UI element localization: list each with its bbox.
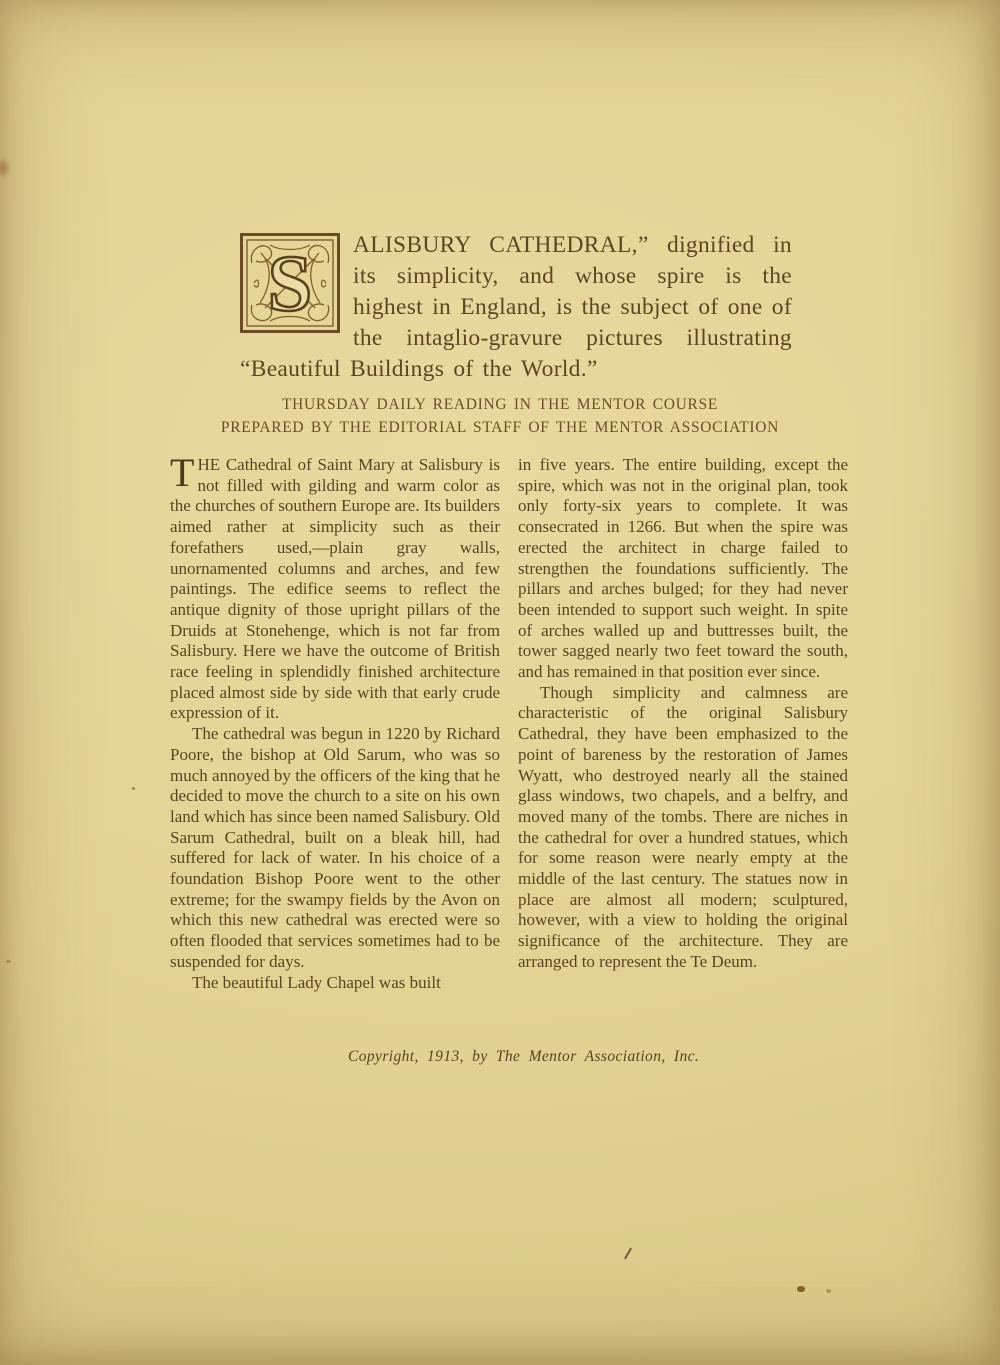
lede-text: ALISBURY CATHEDRAL,” dignified in its simplicity, and whose spire is the highest in England, is the subject of one of the intaglio-gravure pictures illustrating “Beautiful Buildings of the World.” (240, 232, 792, 382)
heading-line-2: PREPARED BY THE EDITORIAL STAFF OF THE MENTOR ASSOCIATION (220, 418, 780, 436)
paragraph: in five years. The entire building, except the spire, which was not in the original plan, took only forty-six years to complete. It was consecrated in 1266. But when the spire was erected the architect in charge failed to strengthen the foundations sufficiently. The pillars and arches bulged; for they had never been intended to support such weight. In spite of arches walled up and buttresses built, the tower sagged nearly two feet toward the south, and has remained in that position ever since. (518, 455, 848, 682)
course-heading (140, 394, 860, 439)
left-column (170, 450, 500, 993)
right-column (518, 455, 848, 993)
scan-speck (826, 1289, 831, 1293)
lede-paragraph (240, 230, 792, 385)
scan-speck (132, 787, 135, 790)
decorative-initial-s-icon (240, 233, 340, 333)
scan-speck (6, 960, 11, 963)
paragraph: The beautiful Lady Chapel was built (192, 972, 441, 992)
scan-speck (797, 1286, 805, 1292)
paragraph: Though simplicity and calmness are characteristic of the original Salisbury Cathedral, they have been emphasized to the point of bareness by the restoration of James Wyatt, who destroyed nearly all the stained glass windows, two chapels, and a belfry, and moved many of the tombs. There are niches in the cathedral for over a hundred statues, which for some reason were nearly empty at the middle of the last century. The statues now in place are almost all modern; sculptured, however, with a view to holding the original significance of the architecture. They are arranged to represent the Te Deum. (518, 682, 848, 971)
scan-smudge (0, 156, 11, 180)
scan-slash-mark (624, 1247, 632, 1259)
paragraph (170, 450, 500, 724)
paragraph-text: HE Cathedral of Saint Mary at Salisbury is not filled with gilding and warm color as the churches of southern Europe are. Its builders aimed rather at simplicity such as their forefathers used,—plain gray walls, unornamented columns and arches, and few paintings. The edifice seems to reflect the antique dignity of those upright pillars of the Druids at Stonehenge, which is not far from Salisbury. Here we have the outcome of British race feeling in splendidly finished architecture placed almost side by side with that early crude expression of it. (170, 455, 500, 723)
copyright-line: Copyright, 1913, by The Mentor Association, Inc. (348, 1048, 700, 1065)
drop-cap-t: T (170, 450, 195, 495)
heading-line-1: THURSDAY DAILY READING IN THE MENTOR COURSE (281, 396, 719, 413)
article-body (170, 450, 848, 993)
paragraph: The cathedral was begun in 1220 by Richard Poore, the bishop at Old Sarum, who was so much annoyed by the officers of the king that he decided to move the church to a site on his own land which has since been named Salisbury. Old Sarum Cathedral, built on a bleak hill, had suffered for lack of water. In his choice of a foundation Bishop Poore went to the other extreme; for the swampy fields by the Avon on which this new cathedral was erected were so often flooded that services sometimes had to be suspended for days. (170, 724, 500, 971)
initial-letter: S (267, 240, 313, 328)
